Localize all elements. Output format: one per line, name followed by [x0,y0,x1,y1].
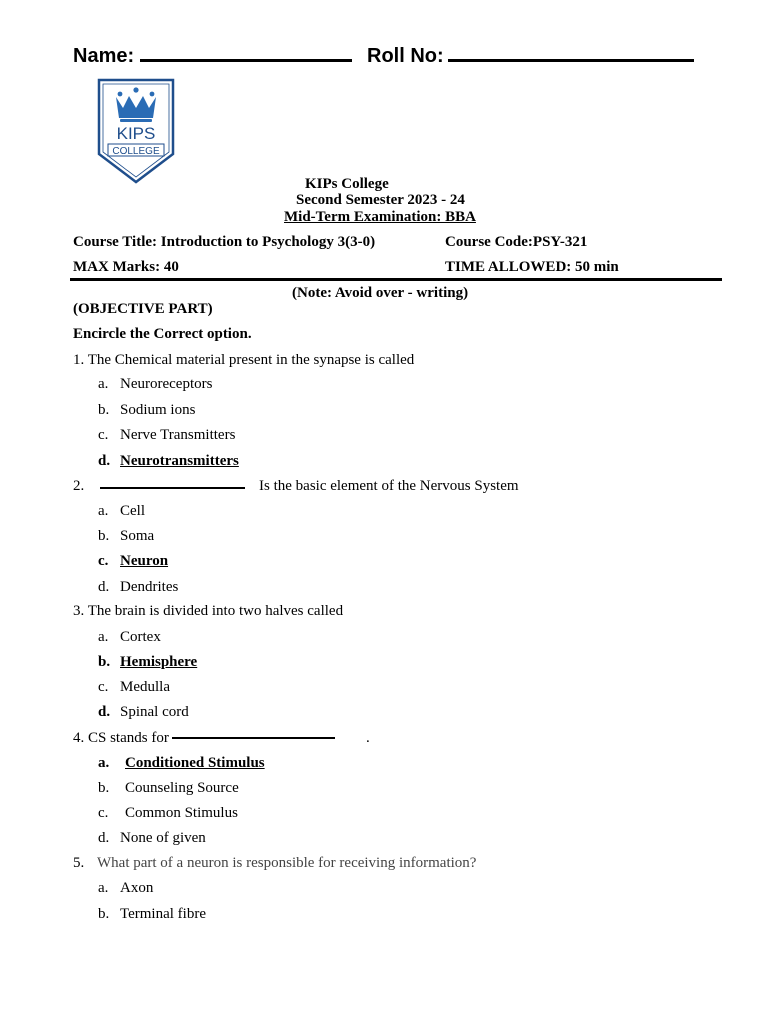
option-5a[interactable]: a. Axon [98,880,154,896]
crest-shield-icon [96,78,176,184]
roll-no-label: Roll No: [367,45,444,67]
course-code: Course Code:PSY-321 [445,234,588,250]
option-3c[interactable]: c. Medulla [98,679,170,695]
option-2d[interactable]: d. Dendrites [98,579,179,595]
question-3: 3. The brain is divided into two halves called [73,603,344,619]
option-4c[interactable]: c. Common Stimulus [98,805,238,821]
exam-title: Mid-Term Examination: BBA [284,209,476,225]
option-1c[interactable]: c. Nerve Transmitters [98,427,236,443]
question-4: 4. CS stands for [73,730,169,746]
max-marks: MAX Marks: 40 [73,259,179,275]
option-3a[interactable]: a. Cortex [98,629,161,645]
college-name: KIPs College [305,176,389,192]
option-4a-correct[interactable]: a. Conditioned Stimulus [98,755,265,771]
semester-line: Second Semester 2023 - 24 [296,192,465,208]
section-heading: (OBJECTIVE PART) [73,301,213,317]
name-label: Name: [73,45,135,67]
option-5b[interactable]: b. Terminal fibre [98,906,206,922]
svg-text:KIPS: KIPS [116,124,156,143]
option-1a[interactable]: a. Neuroreceptors [98,376,213,392]
option-2c-correct[interactable]: c. Neuron [98,553,169,569]
name-blank-line[interactable] [140,59,352,62]
option-4d[interactable]: d. None of given [98,830,206,846]
option-1b[interactable]: b. Sodium ions [98,402,196,418]
course-title: Course Title: Introduction to Psychology 3(3-0) [73,234,376,250]
question-4-blank-line[interactable] [172,737,335,739]
kips-college-logo [96,78,176,184]
roll-no-blank-line[interactable] [448,59,694,62]
instruction: Encircle the Correct option. [73,326,252,342]
question-2-blank-line[interactable] [100,487,245,489]
question-5: What part of a neuron is responsible for receiving information? [97,855,477,871]
option-3b-correct[interactable]: b. Hemisphere [98,654,198,670]
question-1: 1. The Chemical material present in the synapse is called [73,352,415,368]
question-4-suffix: . [366,730,370,746]
header-divider [70,278,722,281]
option-2a[interactable]: a. Cell [98,503,145,519]
time-allowed: TIME ALLOWED: 50 min [445,259,619,275]
question-2-number: 2. [73,478,85,494]
question-5-number: 5. [73,855,85,871]
option-2b[interactable]: b. Soma [98,528,155,544]
note: (Note: Avoid over - writing) [292,285,469,301]
option-4b[interactable]: b. Counseling Source [98,780,239,796]
option-1d-correct[interactable]: d. Neurotransmitters [98,453,239,469]
question-2: Is the basic element of the Nervous System [259,478,519,494]
option-3d[interactable]: d. Spinal cord [98,704,189,720]
svg-text:COLLEGE: COLLEGE [112,146,160,157]
